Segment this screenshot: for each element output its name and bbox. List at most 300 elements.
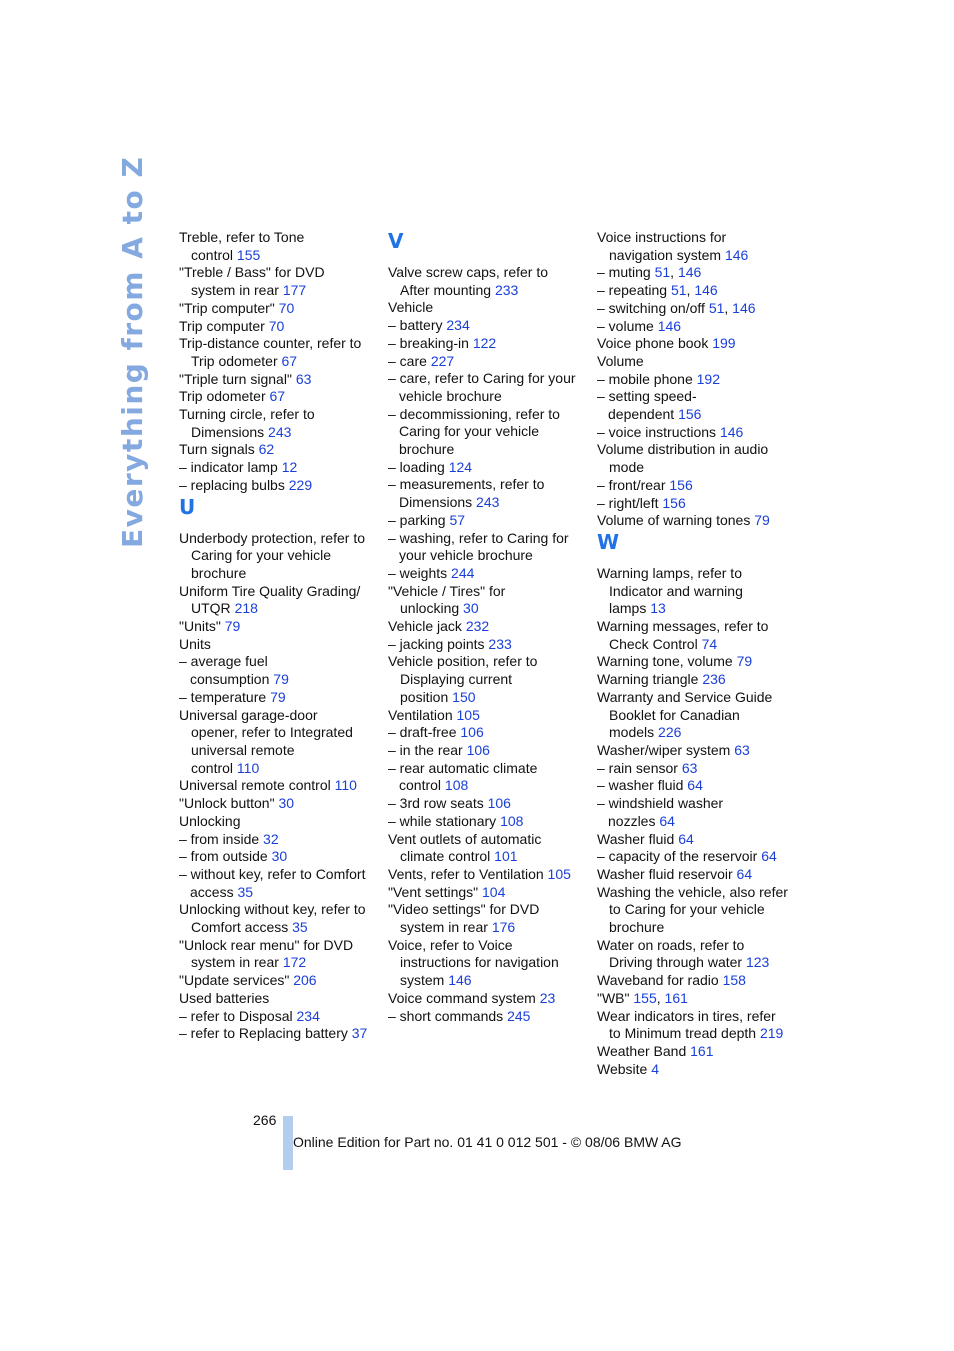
entry-line	[179, 653, 379, 671]
entry-text: Uniform Tire Quality Grading/	[179, 582, 361, 599]
entry-line	[597, 760, 797, 778]
entry-text: Dimensions	[399, 494, 473, 511]
index-entry	[179, 530, 379, 583]
page-link[interactable]: 243	[268, 423, 292, 440]
entry-line	[597, 424, 797, 442]
index-entry	[179, 707, 379, 778]
entry-text: – voice instructions	[597, 423, 717, 440]
entry-line	[179, 689, 379, 707]
page-link[interactable]: 101	[494, 848, 518, 865]
entry-text: – right/left	[597, 494, 659, 511]
entry-line	[597, 247, 797, 265]
entry-text: – front/rear	[597, 476, 666, 493]
index-subentry	[388, 760, 588, 795]
page-link[interactable]: 106	[460, 724, 484, 741]
page-link[interactable]: 12	[281, 459, 298, 476]
page-link[interactable]: 13	[650, 600, 666, 617]
page-link[interactable]: 23	[539, 989, 556, 1006]
index-entry	[597, 353, 797, 371]
page-link[interactable]: 219	[759, 1025, 784, 1042]
page-link[interactable]: 64	[761, 848, 777, 865]
page-link[interactable]: 110	[334, 777, 357, 794]
page-link[interactable]: 146	[719, 423, 744, 440]
page-link[interactable]: 105	[547, 865, 571, 882]
entry-text: consumption	[190, 671, 270, 688]
page-link[interactable]: 156	[669, 476, 693, 493]
entry-line	[179, 742, 379, 760]
entry-text: Warranty and Service Guide	[597, 688, 773, 705]
page-link[interactable]: 227	[430, 352, 455, 369]
page-link[interactable]: 30	[463, 600, 479, 617]
entry-text: Valve screw caps, refer to	[388, 264, 549, 280]
entry-text: – muting	[597, 264, 651, 281]
page-link[interactable]: 146	[677, 264, 702, 281]
entry-text: "Update services"	[179, 972, 290, 989]
index-entry	[179, 406, 379, 441]
entry-line	[179, 477, 379, 495]
entry-text: – washer fluid	[597, 777, 684, 794]
page-link[interactable]: 79	[224, 618, 241, 635]
entry-line	[179, 724, 379, 742]
page-link[interactable]: 108	[444, 777, 469, 794]
index-subentry	[597, 760, 797, 778]
entry-text: Dimensions	[191, 423, 265, 440]
entry-text: Caring for your vehicle	[399, 423, 540, 440]
entry-text: Vehicle jack	[388, 618, 462, 635]
entry-text: "Treble / Bass" for DVD	[179, 264, 325, 281]
index-entry	[179, 229, 379, 264]
index-subentry	[179, 1008, 379, 1026]
page-link[interactable]: 63	[681, 759, 698, 776]
entry-text: vehicle brochure	[399, 387, 502, 404]
page-link[interactable]: 106	[466, 741, 490, 758]
page-link[interactable]: 57	[449, 511, 466, 528]
entry-line	[388, 777, 588, 795]
entry-text: instructions for navigation	[400, 954, 559, 971]
page-link[interactable]: 79	[754, 512, 770, 529]
entry-text: Voice, refer to Voice	[388, 936, 513, 953]
entry-text: Displaying current	[400, 671, 513, 688]
page-link[interactable]: 123	[745, 954, 770, 971]
entry-line	[388, 707, 588, 725]
page-link[interactable]: 67	[281, 352, 298, 369]
page-link[interactable]: 176	[491, 919, 516, 936]
entry-text: lamps	[609, 600, 647, 617]
page-link[interactable]: 122	[472, 334, 497, 351]
entry-line	[179, 600, 379, 618]
entry-line	[388, 353, 588, 371]
page-link[interactable]: 64	[736, 865, 753, 882]
entry-line	[388, 901, 588, 919]
entry-line	[388, 423, 588, 441]
entry-text: control	[399, 777, 442, 794]
page-link[interactable]: 156	[678, 406, 702, 423]
entry-line	[597, 831, 797, 849]
index-subentry	[388, 813, 588, 831]
entry-text: "Unlock button"	[179, 795, 275, 812]
page-link[interactable]: 192	[696, 370, 720, 387]
page-link[interactable]: 79	[273, 671, 289, 688]
entry-text: – care	[388, 352, 427, 369]
index-subentry	[388, 317, 588, 335]
page-link[interactable]: 155	[236, 246, 261, 263]
entry-line	[597, 229, 797, 247]
index-entry	[179, 441, 379, 459]
page-link[interactable]: 146	[724, 246, 749, 263]
entry-line	[388, 406, 588, 424]
entry-line	[597, 972, 797, 990]
index-entry	[179, 813, 379, 831]
index-subentry	[179, 653, 379, 688]
entry-line	[388, 954, 588, 972]
entry-text: Vent outlets of automatic	[388, 830, 542, 847]
entry-text: – short commands	[388, 1007, 504, 1024]
page-link[interactable]: 51	[670, 282, 687, 299]
page-link[interactable]: 64	[659, 812, 675, 829]
index-subentry	[597, 318, 797, 336]
entry-line	[179, 1008, 379, 1026]
entry-line	[179, 831, 379, 849]
entry-text: brochure	[399, 441, 455, 458]
entry-text: Universal remote control	[179, 777, 331, 794]
entry-text: Voice instructions for	[597, 229, 727, 245]
page-link[interactable]: 79	[270, 688, 286, 705]
entry-line	[597, 565, 797, 583]
page-link[interactable]: 226	[658, 724, 682, 741]
page-link[interactable]: 233	[488, 635, 512, 652]
index-entry	[179, 937, 379, 972]
entry-text: – in the rear	[388, 741, 463, 758]
entry-line	[597, 848, 797, 866]
page-link[interactable]: 70	[268, 317, 285, 334]
index-entry	[597, 653, 797, 671]
entry-text: "Unlock rear menu" for DVD	[179, 936, 354, 953]
index-entry	[179, 901, 379, 936]
index-subentry	[179, 459, 379, 477]
page-link[interactable]: 161	[690, 1042, 714, 1059]
entry-text: Waveband for radio	[597, 972, 719, 989]
entry-text: – temperature	[179, 688, 267, 705]
entry-line	[597, 371, 797, 389]
page-link[interactable]: 244	[451, 564, 475, 581]
entry-line: "WB" 155, 161	[597, 989, 688, 1006]
entry-text: system in rear	[191, 282, 279, 299]
page-link[interactable]: 63	[734, 741, 750, 758]
page-link[interactable]: 51	[708, 299, 725, 316]
page-link[interactable]: 146	[448, 972, 472, 989]
entry-line	[179, 406, 379, 424]
entry-line: – muting 51, 146	[597, 264, 702, 281]
entry-line: – repeating 51, 146	[597, 282, 718, 299]
entry-text: dependent	[608, 406, 675, 423]
entry-text: – measurements, refer to	[388, 476, 545, 493]
entry-line	[179, 618, 379, 636]
entry-text: – 3rd row seats	[388, 795, 484, 812]
page-link[interactable]: 51	[654, 264, 671, 281]
page-link[interactable]: 110	[236, 759, 260, 776]
page-link[interactable]: 32	[263, 830, 279, 847]
entry-line	[597, 459, 797, 477]
entry-text: – breaking-in	[388, 334, 469, 351]
entry-line	[597, 777, 797, 795]
page-link[interactable]: 30	[278, 795, 295, 812]
entry-line	[597, 1061, 797, 1079]
index-entry	[179, 335, 379, 370]
index-entry	[597, 1008, 797, 1043]
page-link[interactable]: 70	[278, 299, 295, 316]
page-link[interactable]: 63	[295, 370, 312, 387]
page-link[interactable]: 206	[293, 972, 317, 989]
index-entry	[388, 901, 588, 936]
entry-line	[597, 954, 797, 972]
entry-line	[388, 299, 588, 317]
page-link[interactable]: 156	[662, 494, 686, 511]
page-link[interactable]: 124	[448, 458, 473, 475]
entry-text: – rain sensor	[597, 759, 678, 776]
page-link[interactable]: 172	[282, 954, 307, 971]
entry-line	[388, 600, 588, 618]
entry-text: system	[400, 972, 445, 989]
page-link[interactable]: 150	[452, 688, 476, 705]
index-entry	[388, 866, 588, 884]
page-link[interactable]: 146	[694, 282, 718, 299]
index-entry	[388, 990, 588, 1008]
entry-text: – without key, refer to Comfort	[179, 865, 366, 882]
entry-line	[179, 547, 379, 565]
page-link[interactable]: 62	[258, 441, 275, 458]
entry-text: – windshield washer	[597, 795, 724, 812]
entry-text: Weather Band	[597, 1042, 687, 1059]
entry-line	[597, 884, 797, 902]
entry-line	[179, 282, 379, 300]
index-subentry	[388, 406, 588, 459]
entry-line	[388, 335, 588, 353]
entry-text: Website	[597, 1060, 648, 1077]
page-link[interactable]: 218	[234, 600, 258, 617]
entry-text: – mobile phone	[597, 370, 693, 387]
entry-line	[179, 247, 379, 265]
entry-line	[179, 884, 379, 902]
index-entry	[388, 264, 588, 299]
page-link[interactable]: 146	[732, 299, 756, 316]
entry-line	[597, 1043, 797, 1061]
page-link[interactable]: 234	[296, 1007, 320, 1024]
entry-text: Trip odometer	[191, 352, 278, 369]
entry-line	[597, 653, 797, 671]
entry-line	[388, 459, 588, 477]
page-link[interactable]: 35	[237, 883, 254, 900]
entry-line	[179, 954, 379, 972]
page-link[interactable]: 108	[500, 812, 524, 829]
entry-text: position	[400, 688, 449, 705]
entry-text: – from outside	[179, 848, 268, 865]
entry-line	[179, 795, 379, 813]
entry-line	[179, 264, 379, 282]
page-link[interactable]: 161	[664, 989, 688, 1006]
entry-text: "Vehicle / Tires" for	[388, 582, 506, 599]
index-subentry	[597, 495, 797, 513]
page-link[interactable]: 37	[351, 1025, 368, 1042]
entry-line	[388, 317, 588, 335]
entry-text: unlocking	[400, 600, 460, 617]
entry-line	[179, 1025, 379, 1043]
page-link[interactable]: 199	[712, 335, 736, 352]
entry-text: – capacity of the reservoir	[597, 848, 758, 865]
index-subentry	[388, 370, 588, 405]
entry-line	[597, 335, 797, 353]
entry-line	[388, 671, 588, 689]
entry-line	[388, 565, 588, 583]
index-entry	[597, 618, 797, 653]
entry-line	[179, 707, 379, 725]
entry-text: Warning lamps, refer to	[597, 564, 742, 581]
page-link[interactable]: 158	[722, 972, 746, 989]
entry-text: – indicator lamp	[179, 459, 278, 476]
entry-text: "Triple turn signal"	[179, 370, 292, 387]
page-link[interactable]: 105	[456, 706, 480, 723]
entry-text: control	[191, 246, 234, 263]
page-link[interactable]: 155	[633, 989, 657, 1006]
index-entry	[388, 618, 588, 636]
index-subentry	[597, 264, 797, 282]
entry-line	[388, 937, 588, 955]
entry-line	[388, 264, 588, 282]
index-subentry	[597, 848, 797, 866]
index-entry	[597, 441, 797, 476]
entry-text: Wear indicators in tires, refer	[597, 1007, 776, 1024]
entry-line	[388, 795, 588, 813]
entry-line	[179, 866, 379, 884]
page-link[interactable]: 233	[494, 281, 519, 298]
entry-text: universal remote	[191, 741, 295, 758]
page-link[interactable]: 236	[702, 671, 726, 688]
entry-line	[179, 583, 379, 601]
page-link[interactable]: 30	[271, 848, 288, 865]
index-entry	[388, 831, 588, 866]
index-subentry	[388, 795, 588, 813]
index-subentry	[597, 477, 797, 495]
page-link[interactable]: 106	[487, 795, 511, 812]
section-letter: U	[179, 494, 196, 519]
entry-line	[597, 636, 797, 654]
entry-line	[388, 972, 588, 990]
entry-line	[597, 495, 797, 513]
entry-line	[597, 441, 797, 459]
entry-line	[597, 388, 797, 406]
page-link[interactable]: 243	[476, 494, 500, 511]
page-link[interactable]: 229	[288, 476, 313, 493]
entry-text: – average fuel	[179, 653, 268, 670]
index-subentry	[388, 459, 588, 477]
entry-line	[179, 636, 379, 654]
entry-text: – refer to Disposal	[179, 1007, 293, 1024]
entry-line	[179, 318, 379, 336]
entry-text: Voice phone book	[597, 335, 709, 352]
entry-text: to Minimum tread depth	[609, 1025, 757, 1042]
index-subentry	[597, 371, 797, 389]
entry-text: Vehicle	[388, 299, 434, 316]
entry-line	[179, 229, 379, 247]
index-entry	[388, 884, 588, 902]
entry-text: "Units"	[179, 618, 221, 635]
entry-text: "WB"	[597, 989, 630, 1006]
index-entry	[597, 671, 797, 689]
index-entry	[179, 264, 379, 299]
index-entry	[597, 742, 797, 760]
index-subentry	[597, 795, 797, 830]
index-subentry	[597, 282, 797, 300]
entry-line	[388, 547, 588, 565]
page-link[interactable]: 245	[507, 1007, 531, 1024]
index-subentry	[597, 777, 797, 795]
entry-text: Booklet for Canadian	[609, 706, 740, 723]
entry-line	[179, 937, 379, 955]
page-link[interactable]: 4	[651, 1060, 660, 1077]
page-link[interactable]: 64	[678, 830, 694, 847]
index-subentry	[388, 724, 588, 742]
page-link[interactable]: 35	[292, 919, 308, 936]
entry-text: "Trip computer"	[179, 299, 275, 316]
entry-line	[597, 671, 797, 689]
entry-line	[179, 777, 379, 795]
entry-line	[179, 565, 379, 583]
entry-text: Caring for your vehicle	[191, 547, 332, 564]
entry-line	[179, 972, 379, 990]
entry-line	[179, 353, 379, 371]
entry-text: – draft-free	[388, 724, 457, 741]
page-link[interactable]: 234	[446, 317, 470, 334]
entry-line	[179, 671, 379, 689]
entry-text: – parking	[388, 511, 446, 528]
entry-line	[388, 848, 588, 866]
index-subentry	[388, 353, 588, 371]
entry-line	[597, 724, 797, 742]
entry-line	[597, 477, 797, 495]
footer-accent-bar	[283, 1116, 293, 1170]
entry-line	[388, 388, 588, 406]
entry-line	[597, 618, 797, 636]
entry-text: Volume	[597, 352, 644, 369]
index-entry	[179, 583, 379, 618]
page-link[interactable]: 177	[282, 282, 307, 299]
entry-line	[179, 441, 379, 459]
entry-line	[179, 848, 379, 866]
footer-text: Online Edition for Part no. 01 41 0 012 501 - © 08/06 BMW AG	[293, 1134, 682, 1150]
page-link[interactable]: 64	[687, 777, 703, 794]
entry-text: – washing, refer to Caring for	[388, 529, 569, 546]
entry-text: – weights	[388, 564, 448, 581]
entry-text: – rear automatic climate	[388, 759, 538, 776]
page-link[interactable]: 79	[736, 653, 753, 670]
entry-line	[388, 530, 588, 548]
index-subentry	[179, 866, 379, 901]
entry-text: – setting speed-	[597, 388, 697, 405]
page-link[interactable]: 67	[269, 388, 286, 405]
index-entry	[388, 299, 588, 317]
index-entry	[597, 335, 797, 353]
index-entry	[388, 583, 588, 618]
entry-line	[388, 583, 588, 601]
entry-line	[388, 1008, 588, 1026]
page-link[interactable]: 146	[657, 317, 682, 334]
entry-text: Vehicle position, refer to	[388, 653, 538, 670]
entry-line	[597, 583, 797, 601]
page-link[interactable]: 74	[701, 635, 718, 652]
page-link[interactable]: 104	[482, 883, 506, 900]
index-entry	[388, 653, 588, 706]
entry-line	[179, 459, 379, 477]
page-link[interactable]: 232	[465, 618, 490, 635]
